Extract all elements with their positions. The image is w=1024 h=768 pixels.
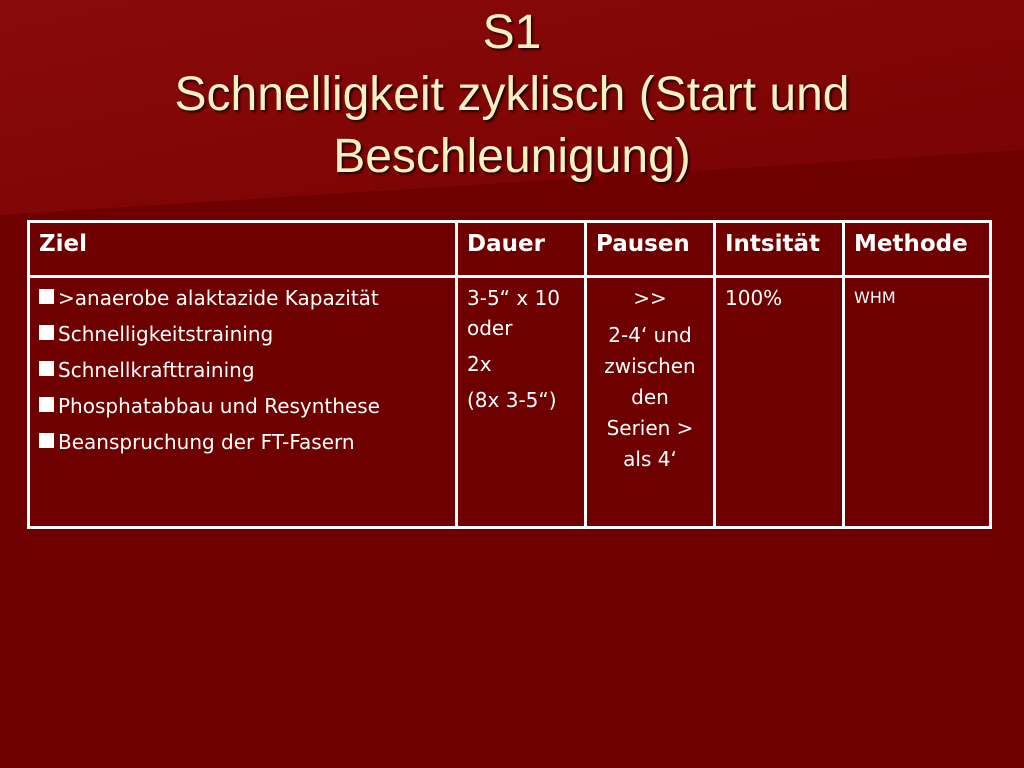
square-bullet-icon [39,289,54,304]
ziel-text: >anaerobe alaktazide Kapazität [58,286,379,310]
dauer-line-1: 3-5“ x 10 [467,286,561,310]
header-intensitaet: Intsität [715,222,844,277]
header-pausen: Pausen [586,222,715,277]
list-item [39,427,446,457]
cell-intensitaet: 100% [715,277,844,528]
square-bullet-icon [39,325,54,340]
ziel-text: Schnelligkeitstraining [58,322,274,346]
table-row [29,277,991,528]
pausen-line-2: 2-4‘ und [608,323,692,347]
title-line-3: Beschleunigung) [333,130,691,183]
ziel-text: Schnellkrafttraining [58,358,255,382]
dauer-line-3: 2x [467,352,492,376]
table-header-row [29,222,991,277]
pausen-line-5: Serien > [606,416,694,440]
dauer-line-2: oder [467,316,513,340]
pausen-line-1: >> [633,286,667,310]
dauer-line-4: (8x 3-5“) [467,388,557,412]
title-line-2: Schnelligkeit zyklisch (Start und [174,68,850,121]
list-item [39,391,446,421]
square-bullet-icon [39,397,54,412]
pausen-line-6: als 4‘ [623,447,677,471]
list-item [39,283,446,313]
cell-methode: WHM [844,277,991,528]
cell-dauer [457,277,586,528]
header-ziel: Ziel [29,222,457,277]
slide-title [0,2,1024,188]
training-table [27,220,992,529]
ziel-text: Beanspruchung der FT-Fasern [58,430,355,454]
header-dauer: Dauer [457,222,586,277]
header-methode: Methode [844,222,991,277]
title-line-1: S1 [482,6,542,59]
cell-ziel [29,277,457,528]
pausen-line-3: zwischen [604,354,696,378]
square-bullet-icon [39,361,54,376]
list-item [39,355,446,385]
ziel-text: Phosphatabbau und Resynthese [58,394,380,418]
cell-pausen [586,277,715,528]
list-item [39,319,446,349]
pausen-line-4: den [631,385,669,409]
square-bullet-icon [39,433,54,448]
